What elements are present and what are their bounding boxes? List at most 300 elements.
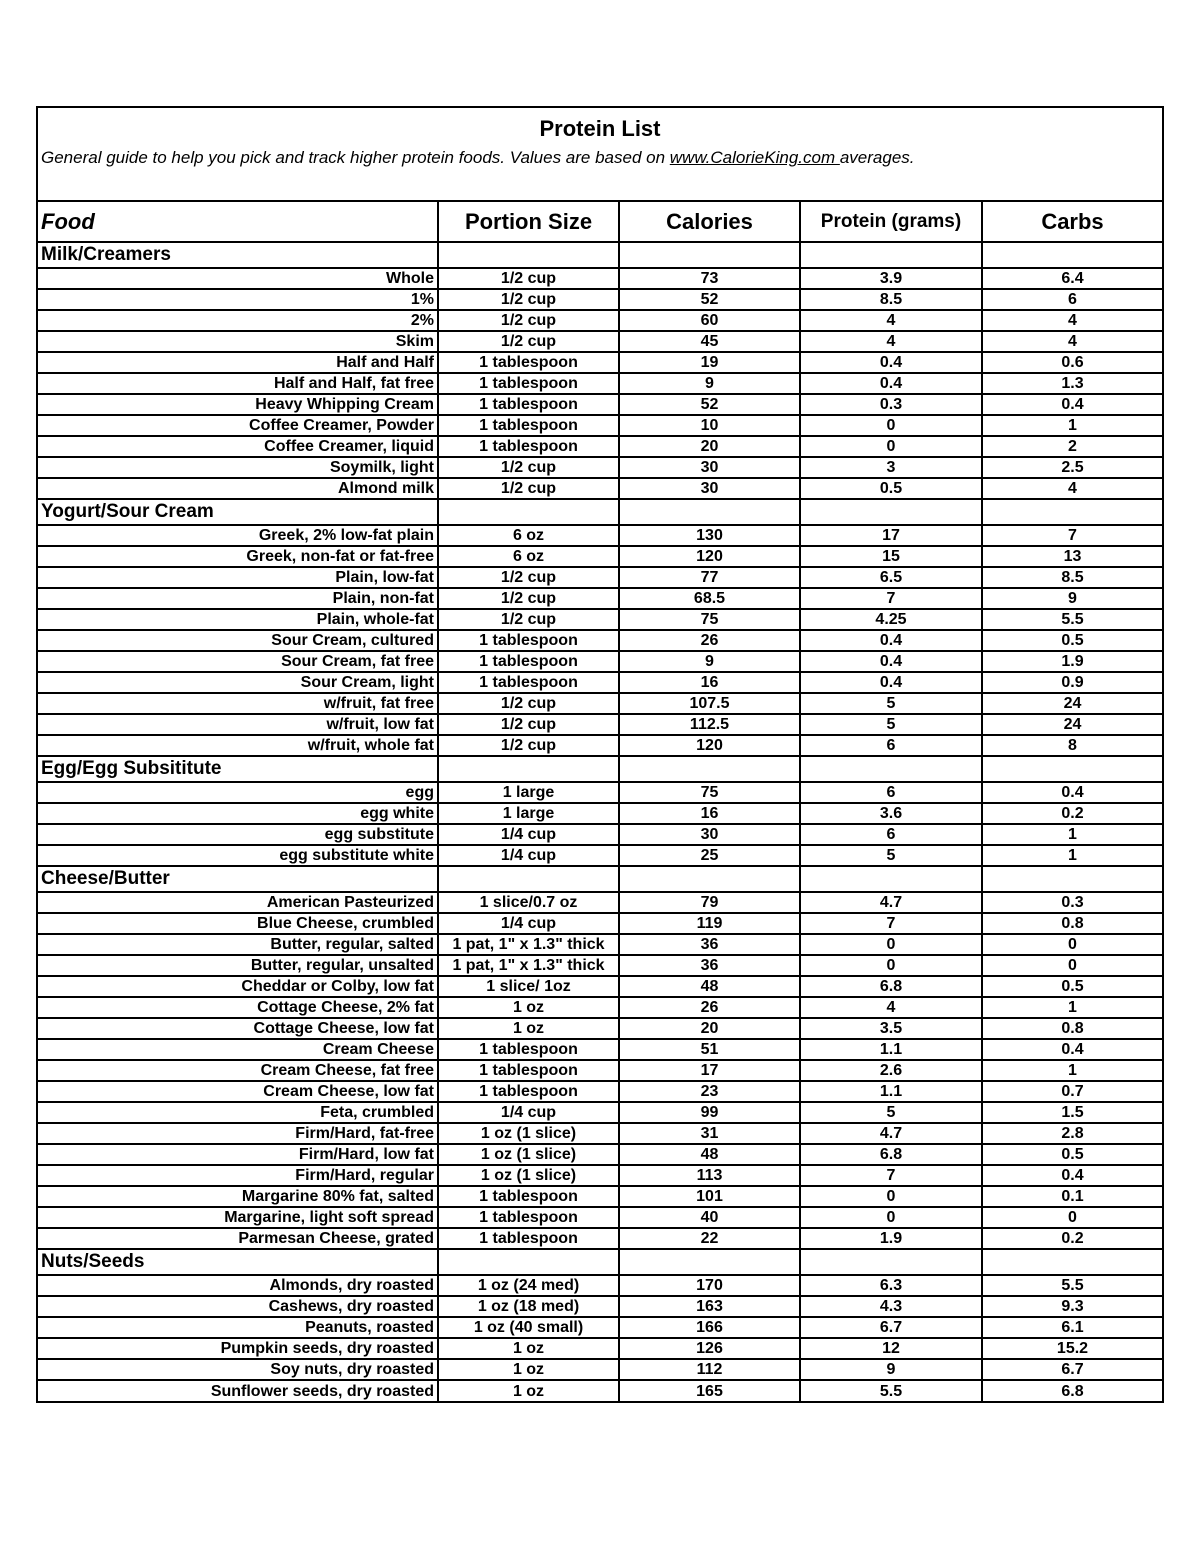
table-row	[38, 1186, 1162, 1207]
protein-cell: 12	[800, 1338, 982, 1359]
food-cell: Heavy Whipping Cream	[38, 394, 438, 415]
food-cell: Whole	[38, 268, 438, 289]
protein-cell: 0.4	[800, 373, 982, 394]
calories-cell: 16	[619, 803, 800, 824]
category-label: Milk/Creamers	[38, 242, 438, 268]
food-cell: Peanuts, roasted	[38, 1317, 438, 1338]
page-title: Protein List	[539, 116, 661, 141]
table-row	[38, 1018, 1162, 1039]
category-row	[38, 866, 1162, 892]
calories-cell: 10	[619, 415, 800, 436]
calories-cell: 113	[619, 1165, 800, 1186]
carbs-cell: 1	[982, 997, 1162, 1018]
page-subtitle	[41, 148, 915, 168]
protein-cell: 15	[800, 546, 982, 567]
table-row	[38, 1102, 1162, 1123]
category-empty-cell	[619, 866, 800, 892]
column-header-calories: Calories	[619, 202, 800, 242]
category-label: Yogurt/Sour Cream	[38, 499, 438, 525]
protein-cell: 0	[800, 1186, 982, 1207]
portion-cell: 1 oz (1 slice)	[438, 1123, 619, 1144]
carbs-cell: 9	[982, 588, 1162, 609]
portion-cell: 1/2 cup	[438, 457, 619, 478]
food-cell: Cottage Cheese, 2% fat	[38, 997, 438, 1018]
calories-cell: 166	[619, 1317, 800, 1338]
carbs-cell: 2.8	[982, 1123, 1162, 1144]
category-row	[38, 1249, 1162, 1275]
carbs-cell: 9.3	[982, 1296, 1162, 1317]
carbs-cell: 7	[982, 525, 1162, 546]
portion-cell: 1 tablespoon	[438, 415, 619, 436]
table-row	[38, 693, 1162, 714]
carbs-cell: 0.4	[982, 782, 1162, 803]
food-cell: Half and Half	[38, 352, 438, 373]
carbs-cell: 0.2	[982, 803, 1162, 824]
portion-cell: 1/4 cup	[438, 845, 619, 866]
table-row	[38, 782, 1162, 803]
table-row	[38, 609, 1162, 630]
protein-cell: 0	[800, 955, 982, 976]
category-empty-cell	[438, 866, 619, 892]
carbs-cell: 1	[982, 824, 1162, 845]
portion-cell: 1/2 cup	[438, 331, 619, 352]
protein-cell: 3.9	[800, 268, 982, 289]
protein-cell: 3.5	[800, 1018, 982, 1039]
carbs-cell: 13	[982, 546, 1162, 567]
food-cell: Cream Cheese, fat free	[38, 1060, 438, 1081]
protein-cell: 7	[800, 588, 982, 609]
portion-cell: 1/2 cup	[438, 567, 619, 588]
calories-cell: 17	[619, 1060, 800, 1081]
table-row	[38, 1207, 1162, 1228]
table-row	[38, 1144, 1162, 1165]
food-cell: Cottage Cheese, low fat	[38, 1018, 438, 1039]
protein-cell: 4.25	[800, 609, 982, 630]
portion-cell: 6 oz	[438, 525, 619, 546]
calories-cell: 26	[619, 997, 800, 1018]
food-cell: Margarine, light soft spread	[38, 1207, 438, 1228]
calories-cell: 165	[619, 1380, 800, 1401]
calories-cell: 20	[619, 436, 800, 457]
calories-cell: 40	[619, 1207, 800, 1228]
table-row	[38, 415, 1162, 436]
protein-cell: 0.4	[800, 630, 982, 651]
header-box	[38, 108, 1162, 202]
portion-cell: 1 slice/0.7 oz	[438, 892, 619, 913]
protein-cell: 4	[800, 331, 982, 352]
food-cell: Half and Half, fat free	[38, 373, 438, 394]
food-cell: Blue Cheese, crumbled	[38, 913, 438, 934]
portion-cell: 1/4 cup	[438, 1102, 619, 1123]
food-cell: Butter, regular, salted	[38, 934, 438, 955]
table-row	[38, 525, 1162, 546]
carbs-cell: 0.9	[982, 672, 1162, 693]
subtitle-text: General guide to help you pick and track higher protein foods. Values are based on	[41, 148, 670, 167]
protein-cell: 6.7	[800, 1317, 982, 1338]
category-label: Cheese/Butter	[38, 866, 438, 892]
food-cell: Firm/Hard, fat-free	[38, 1123, 438, 1144]
portion-cell: 6 oz	[438, 546, 619, 567]
carbs-cell: 4	[982, 310, 1162, 331]
calorieking-link[interactable]: www.CalorieKing.com	[669, 148, 840, 167]
calories-cell: 9	[619, 651, 800, 672]
protein-cell: 5	[800, 1102, 982, 1123]
table-row	[38, 735, 1162, 756]
food-cell: egg substitute	[38, 824, 438, 845]
table-row	[38, 955, 1162, 976]
protein-cell: 4	[800, 997, 982, 1018]
calories-cell: 30	[619, 457, 800, 478]
table-row	[38, 1338, 1162, 1359]
protein-cell: 3.6	[800, 803, 982, 824]
protein-cell: 6	[800, 782, 982, 803]
carbs-cell: 6	[982, 289, 1162, 310]
calories-cell: 9	[619, 373, 800, 394]
calories-cell: 60	[619, 310, 800, 331]
calories-cell: 52	[619, 394, 800, 415]
portion-cell: 1 tablespoon	[438, 436, 619, 457]
calories-cell: 51	[619, 1039, 800, 1060]
food-cell: American Pasteurized	[38, 892, 438, 913]
food-cell: egg substitute white	[38, 845, 438, 866]
calories-cell: 36	[619, 934, 800, 955]
table-row	[38, 436, 1162, 457]
table-row	[38, 310, 1162, 331]
protein-cell: 5.5	[800, 1380, 982, 1401]
calories-cell: 112.5	[619, 714, 800, 735]
carbs-cell: 1.9	[982, 651, 1162, 672]
portion-cell: 1 tablespoon	[438, 1207, 619, 1228]
calories-cell: 112	[619, 1359, 800, 1380]
column-header-food: Food	[38, 202, 438, 242]
table-row	[38, 1165, 1162, 1186]
food-cell: Sunflower seeds, dry roasted	[210, 1382, 434, 1400]
table-row	[38, 1123, 1162, 1144]
table-row	[38, 976, 1162, 997]
carbs-cell: 0.5	[982, 1144, 1162, 1165]
food-cell: Coffee Creamer, Powder	[38, 415, 438, 436]
table-row	[38, 588, 1162, 609]
protein-cell: 6.5	[800, 567, 982, 588]
food-cell: egg white	[38, 803, 438, 824]
portion-cell: 1/2 cup	[438, 609, 619, 630]
category-empty-cell	[619, 499, 800, 525]
carbs-cell: 15.2	[982, 1338, 1162, 1359]
portion-cell: 1 tablespoon	[438, 394, 619, 415]
food-cell: w/fruit, fat free	[38, 693, 438, 714]
table-row	[38, 913, 1162, 934]
portion-cell: 1/2 cup	[438, 268, 619, 289]
calories-cell: 22	[619, 1228, 800, 1249]
table-row	[38, 1275, 1162, 1296]
food-cell: Greek, 2% low-fat plain	[38, 525, 438, 546]
protein-cell: 6	[800, 735, 982, 756]
food-cell: Almond milk	[38, 478, 438, 499]
protein-table	[38, 202, 1162, 1401]
food-cell: Pumpkin seeds, dry roasted	[38, 1338, 438, 1359]
table-row	[38, 457, 1162, 478]
carbs-cell: 1.5	[982, 1102, 1162, 1123]
food-cell: Firm/Hard, regular	[38, 1165, 438, 1186]
table-row	[38, 1296, 1162, 1317]
table-row	[38, 1359, 1162, 1380]
food-cell: Sour Cream, cultured	[38, 630, 438, 651]
table-row	[38, 268, 1162, 289]
calories-cell: 99	[619, 1102, 800, 1123]
category-empty-cell	[800, 756, 982, 782]
food-cell: Butter, regular, unsalted	[38, 955, 438, 976]
category-empty-cell	[982, 1249, 1162, 1275]
protein-cell: 0	[800, 415, 982, 436]
protein-cell: 1.9	[800, 1228, 982, 1249]
protein-cell: 0	[800, 436, 982, 457]
calories-cell: 73	[619, 268, 800, 289]
protein-cell: 17	[800, 525, 982, 546]
column-header-row	[38, 202, 1162, 242]
carbs-cell: 24	[982, 714, 1162, 735]
table-row	[38, 546, 1162, 567]
calories-cell: 130	[619, 525, 800, 546]
portion-cell: 1 oz	[438, 1018, 619, 1039]
carbs-cell: 0.4	[982, 394, 1162, 415]
portion-cell: 1 tablespoon	[438, 1060, 619, 1081]
protein-cell: 0.3	[800, 394, 982, 415]
food-cell: Soymilk, light	[38, 457, 438, 478]
category-empty-cell	[982, 756, 1162, 782]
calories-cell: 163	[619, 1296, 800, 1317]
portion-cell: 1 oz	[438, 1359, 619, 1380]
protein-cell: 5	[800, 693, 982, 714]
table-row	[38, 824, 1162, 845]
carbs-cell: 2.5	[982, 457, 1162, 478]
portion-cell: 1/4 cup	[438, 824, 619, 845]
portion-cell: 1 tablespoon	[438, 651, 619, 672]
carbs-cell: 0.5	[982, 976, 1162, 997]
portion-cell: 1 oz (24 med)	[438, 1275, 619, 1296]
portion-cell: 1 tablespoon	[438, 1081, 619, 1102]
portion-cell: 1/2 cup	[438, 289, 619, 310]
calories-cell: 119	[619, 913, 800, 934]
category-empty-cell	[619, 242, 800, 268]
food-cell: Margarine 80% fat, salted	[38, 1186, 438, 1207]
carbs-cell: 0.8	[982, 1018, 1162, 1039]
food-cell: Sour Cream, fat free	[38, 651, 438, 672]
portion-cell: 1 tablespoon	[438, 1039, 619, 1060]
table-row	[38, 289, 1162, 310]
carbs-cell: 0.4	[982, 1165, 1162, 1186]
table-row	[38, 997, 1162, 1018]
food-cell: Cream Cheese, low fat	[38, 1081, 438, 1102]
carbs-cell: 0	[982, 1207, 1162, 1228]
carbs-cell: 5.5	[982, 609, 1162, 630]
food-cell: Plain, whole-fat	[38, 609, 438, 630]
food-cell: egg	[38, 782, 438, 803]
carbs-cell: 0	[982, 955, 1162, 976]
category-empty-cell	[982, 866, 1162, 892]
portion-cell: 1 tablespoon	[438, 1228, 619, 1249]
carbs-cell: 0.4	[982, 1039, 1162, 1060]
calories-cell: 30	[619, 824, 800, 845]
table-row	[38, 1060, 1162, 1081]
food-cell: Parmesan Cheese, grated	[38, 1228, 438, 1249]
category-empty-cell	[982, 242, 1162, 268]
calories-cell: 77	[619, 567, 800, 588]
category-row	[38, 756, 1162, 782]
protein-cell: 1.1	[800, 1039, 982, 1060]
protein-cell: 0	[800, 934, 982, 955]
food-cell: Plain, low-fat	[38, 567, 438, 588]
calories-cell: 48	[619, 976, 800, 997]
portion-cell: 1 large	[438, 782, 619, 803]
portion-cell: 1/4 cup	[438, 913, 619, 934]
category-empty-cell	[619, 1249, 800, 1275]
food-cell: w/fruit, whole fat	[38, 735, 438, 756]
portion-cell: 1 tablespoon	[438, 352, 619, 373]
portion-cell: 1 large	[438, 803, 619, 824]
portion-cell: 1 slice/ 1oz	[438, 976, 619, 997]
carbs-cell: 0	[982, 934, 1162, 955]
food-cell: Coffee Creamer, liquid	[38, 436, 438, 457]
category-empty-cell	[800, 499, 982, 525]
category-empty-cell	[438, 242, 619, 268]
category-label: Egg/Egg Subsititute	[38, 756, 438, 782]
table-row	[38, 651, 1162, 672]
portion-cell: 1 tablespoon	[438, 1186, 619, 1207]
protein-cell: 4	[800, 310, 982, 331]
carbs-cell: 6.4	[982, 268, 1162, 289]
protein-cell: 6.8	[800, 1144, 982, 1165]
carbs-cell: 8	[982, 735, 1162, 756]
column-header-carbs: Carbs	[982, 202, 1162, 242]
calories-cell: 31	[619, 1123, 800, 1144]
food-cell: Cashews, dry roasted	[38, 1296, 438, 1317]
food-cell: Cream Cheese	[38, 1039, 438, 1060]
protein-cell: 6.8	[800, 976, 982, 997]
protein-cell: 2.6	[800, 1060, 982, 1081]
category-empty-cell	[800, 866, 982, 892]
protein-cell: 7	[800, 913, 982, 934]
food-cell: Firm/Hard, low fat	[38, 1144, 438, 1165]
column-header-protein: Protein (grams)	[800, 202, 982, 242]
protein-cell: 0.4	[800, 651, 982, 672]
table-row	[38, 845, 1162, 866]
table-row	[38, 394, 1162, 415]
carbs-cell: 1	[982, 845, 1162, 866]
calories-cell: 101	[619, 1186, 800, 1207]
carbs-cell: 5.5	[982, 1275, 1162, 1296]
calories-cell: 26	[619, 630, 800, 651]
portion-cell: 1 pat, 1" x 1.3" thick	[438, 955, 619, 976]
portion-cell: 1 oz	[438, 997, 619, 1018]
table-row	[38, 478, 1162, 499]
table-row	[38, 1228, 1162, 1249]
carbs-cell: 4	[982, 478, 1162, 499]
portion-cell: 1 tablespoon	[438, 672, 619, 693]
portion-cell: 1 pat, 1" x 1.3" thick	[438, 934, 619, 955]
column-header-portion: Portion Size	[438, 202, 619, 242]
portion-cell: 1/2 cup	[438, 693, 619, 714]
food-cell: 1%	[38, 289, 438, 310]
table-row	[38, 630, 1162, 651]
portion-cell: 1 oz	[438, 1380, 619, 1401]
carbs-cell: 6.7	[982, 1359, 1162, 1380]
protein-cell: 4.7	[800, 892, 982, 913]
table-row	[38, 373, 1162, 394]
protein-cell: 8.5	[800, 289, 982, 310]
calories-cell: 16	[619, 672, 800, 693]
portion-cell: 1 tablespoon	[438, 373, 619, 394]
protein-cell: 0.4	[800, 672, 982, 693]
calories-cell: 120	[619, 735, 800, 756]
food-cell: Plain, non-fat	[38, 588, 438, 609]
calories-cell: 126	[619, 1338, 800, 1359]
protein-list-sheet	[36, 106, 1164, 1403]
table-row	[38, 1317, 1162, 1338]
carbs-cell: 4	[982, 331, 1162, 352]
calories-cell: 20	[619, 1018, 800, 1039]
food-cell: Skim	[38, 331, 438, 352]
table-row	[38, 672, 1162, 693]
table-row	[38, 892, 1162, 913]
portion-cell: 1 oz (1 slice)	[438, 1144, 619, 1165]
portion-cell: 1/2 cup	[438, 588, 619, 609]
food-cell: Sour Cream, light	[38, 672, 438, 693]
protein-cell: 5	[800, 714, 982, 735]
category-empty-cell	[438, 756, 619, 782]
category-empty-cell	[438, 1249, 619, 1275]
category-empty-cell	[800, 242, 982, 268]
table-row	[38, 352, 1162, 373]
calories-cell: 23	[619, 1081, 800, 1102]
food-cell: Cheddar or Colby, low fat	[38, 976, 438, 997]
table-row	[38, 803, 1162, 824]
protein-cell: 4.3	[800, 1296, 982, 1317]
portion-cell: 1 oz	[438, 1338, 619, 1359]
food-cell: 2%	[38, 310, 438, 331]
table-row	[38, 714, 1162, 735]
calories-cell: 36	[619, 955, 800, 976]
table-row	[38, 934, 1162, 955]
calories-cell: 170	[619, 1275, 800, 1296]
calories-cell: 45	[619, 331, 800, 352]
table-row	[38, 1039, 1162, 1060]
carbs-cell: 6.1	[982, 1317, 1162, 1338]
category-row	[38, 242, 1162, 268]
calories-cell: 68.5	[619, 588, 800, 609]
portion-cell: 1 oz (40 small)	[438, 1317, 619, 1338]
protein-cell: 6	[800, 824, 982, 845]
protein-cell: 4.7	[800, 1123, 982, 1144]
category-empty-cell	[982, 499, 1162, 525]
protein-cell: 3	[800, 457, 982, 478]
food-cell: w/fruit, low fat	[38, 714, 438, 735]
food-cell: Almonds, dry roasted	[38, 1275, 438, 1296]
protein-cell: 9	[800, 1359, 982, 1380]
carbs-cell: 0.7	[982, 1081, 1162, 1102]
carbs-cell: 0.3	[982, 892, 1162, 913]
subtitle-tail: averages.	[839, 148, 915, 167]
table-row	[38, 567, 1162, 588]
carbs-cell: 6.8	[982, 1380, 1162, 1401]
protein-cell: 7	[800, 1165, 982, 1186]
food-cell: Soy nuts, dry roasted	[38, 1359, 438, 1380]
category-empty-cell	[619, 756, 800, 782]
carbs-cell: 0.5	[982, 630, 1162, 651]
category-label: Nuts/Seeds	[38, 1249, 438, 1275]
table-body	[38, 242, 1162, 1401]
table-row	[38, 1081, 1162, 1102]
carbs-cell: 0.2	[982, 1228, 1162, 1249]
